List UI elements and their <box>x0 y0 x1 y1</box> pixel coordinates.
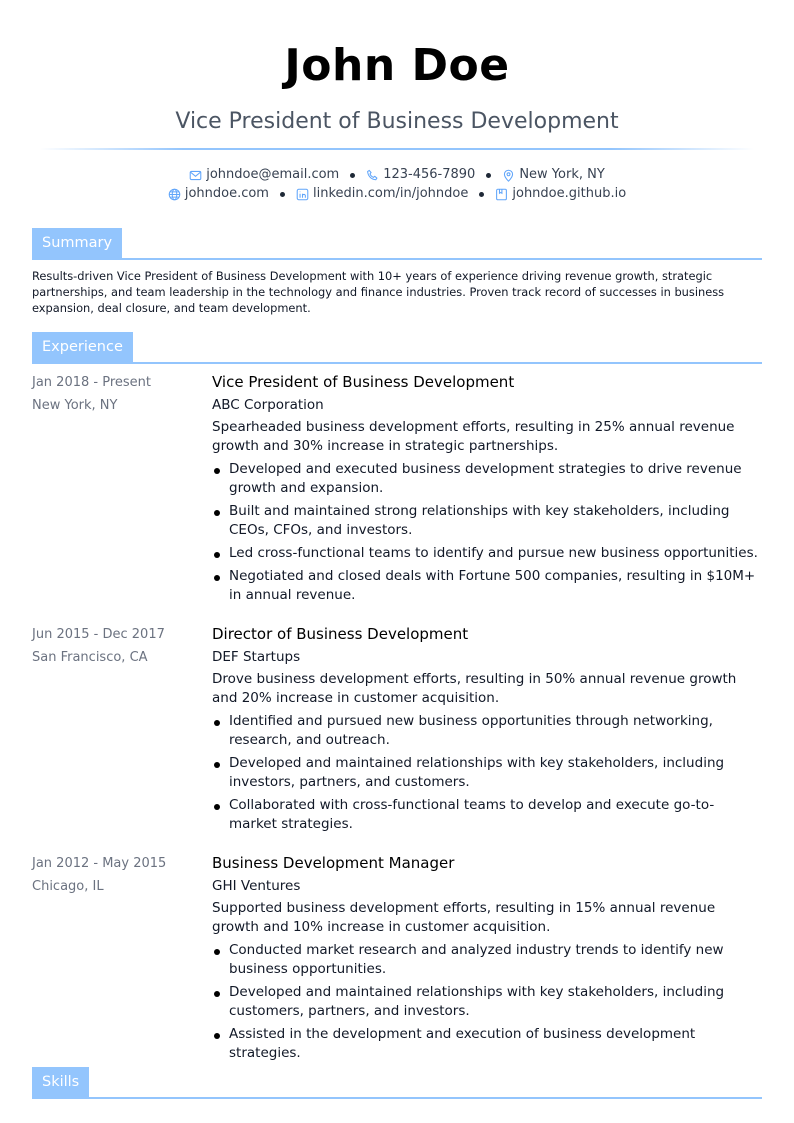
contact-separator <box>479 192 484 197</box>
mail-icon <box>189 169 202 182</box>
achievement-list <box>212 460 762 605</box>
contact-github[interactable] <box>495 185 626 203</box>
entry-location: New York, NY <box>32 398 118 413</box>
section-title: Summary <box>32 228 122 259</box>
github-icon <box>495 188 508 201</box>
achievement-list <box>212 712 762 834</box>
candidate-name: John Doe <box>284 40 510 91</box>
contact-separator <box>280 192 285 197</box>
achievement-item: Collaborated with cross-functional teams to develop and execute go-to-market strategies. <box>212 796 762 834</box>
achievement-item: Developed and maintained relationships with key stakeholders, including investors, partners, and customers. <box>212 754 762 792</box>
achievement-item: Assisted in the development and execution of business development strategies. <box>212 1025 762 1063</box>
company-name: ABC Corporation <box>212 397 324 413</box>
job-description: Spearheaded business development efforts, resulting in 25% annual revenue growth and 30% increase in strategic partnerships. <box>212 419 735 454</box>
achievement-list <box>212 941 762 1063</box>
github-text: johndoe.github.io <box>512 186 627 201</box>
entry-body <box>212 852 762 1067</box>
phone-icon <box>366 169 379 182</box>
contact-phone[interactable] <box>366 166 475 184</box>
entry-location: Chicago, IL <box>32 879 104 894</box>
email-text: johndoe@email.com <box>206 167 340 182</box>
contact-separator <box>486 173 491 178</box>
section-divider <box>32 362 762 364</box>
achievement-item: Developed and executed business development strategies to drive revenue growth and expansion. <box>212 460 762 498</box>
entry-body <box>212 371 762 609</box>
achievement-item: Built and maintained strong relationships with key stakeholders, including CEOs, CFOs, and investors. <box>212 502 762 540</box>
company-name: DEF Startups <box>212 649 301 665</box>
entry-body <box>212 623 762 838</box>
website-text: johndoe.com <box>184 186 269 201</box>
job-title: Director of Business Development <box>212 625 469 643</box>
entry-dates: Jan 2018 - Present <box>32 375 151 390</box>
company-name: GHI Ventures <box>212 878 301 894</box>
section-title: Skills <box>32 1067 89 1098</box>
job-title: Business Development Manager <box>212 854 455 872</box>
contact-row-links <box>0 185 794 203</box>
skills-section-header <box>32 1067 762 1099</box>
header-divider <box>40 148 754 150</box>
contact-location <box>502 166 604 184</box>
contact-email[interactable] <box>189 166 339 184</box>
section-divider <box>32 258 762 260</box>
achievement-item: Conducted market research and analyzed industry trends to identify new business opportunities. <box>212 941 762 979</box>
location-text: New York, NY <box>519 167 605 182</box>
section-title: Experience <box>32 332 133 363</box>
linkedin-icon <box>296 188 309 201</box>
achievement-item: Identified and pursued new business opportunities through networking, research, and outreach. <box>212 712 762 750</box>
summary-text: Results-driven Vice President of Business Development with 10+ years of experience driving revenue growth, strategic partnerships, and team leadership in the technology and finance industries. Proven track record of successes in business expansion, deal closure, and team development. <box>32 269 725 315</box>
experience-section-header <box>32 332 762 364</box>
achievement-item: Led cross-functional teams to identify and pursue new business opportunities. <box>212 544 762 563</box>
entry-dates: Jan 2012 - May 2015 <box>32 856 167 871</box>
linkedin-text: linkedin.com/in/johndoe <box>312 186 469 201</box>
entry-meta <box>32 623 202 669</box>
achievement-item: Negotiated and closed deals with Fortune 500 companies, resulting in $10M+ in annual revenue. <box>212 567 762 605</box>
candidate-headline: Vice President of Business Development <box>175 109 619 134</box>
entry-location: San Francisco, CA <box>32 650 148 665</box>
contact-row-primary <box>0 166 794 184</box>
contact-linkedin[interactable] <box>296 185 468 203</box>
entry-meta <box>32 852 202 898</box>
entry-meta <box>32 371 202 417</box>
globe-icon <box>168 188 181 201</box>
achievement-item: Developed and maintained relationships with key stakeholders, including customers, partners, and investors. <box>212 983 762 1021</box>
phone-text: 123-456-7890 <box>383 167 476 182</box>
contact-separator <box>350 173 355 178</box>
job-description: Drove business development efforts, resulting in 50% annual revenue growth and 20% increase in customer acquisition. <box>212 671 737 706</box>
section-divider <box>32 1097 762 1099</box>
map-pin-icon <box>502 169 515 182</box>
summary-section-header <box>32 228 762 260</box>
entry-dates: Jun 2015 - Dec 2017 <box>32 627 165 642</box>
job-description: Supported business development efforts, resulting in 15% annual revenue growth and 10% increase in customer acquisition. <box>212 900 716 935</box>
job-title: Vice President of Business Development <box>212 373 515 391</box>
contact-website[interactable] <box>168 185 269 203</box>
